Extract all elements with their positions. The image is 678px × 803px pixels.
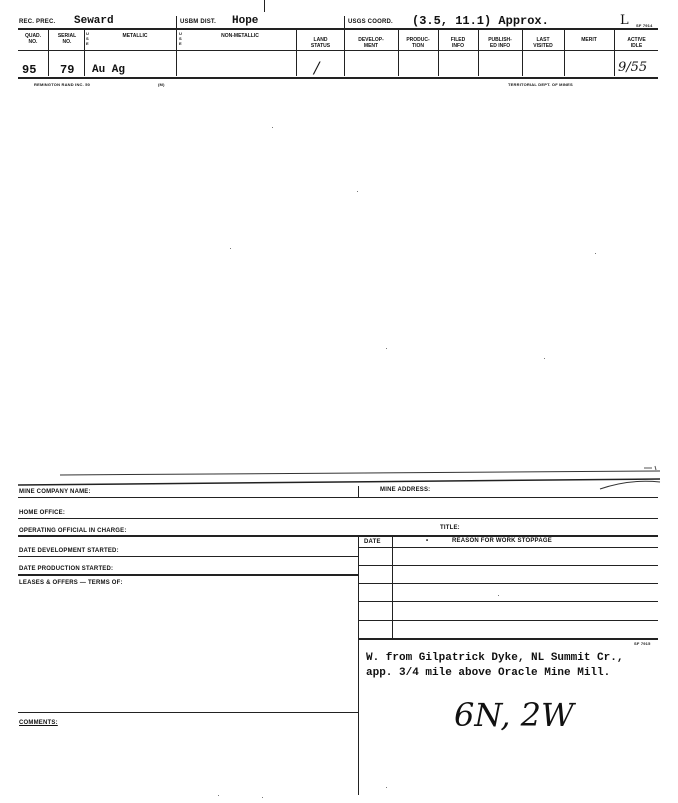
speck — [544, 358, 545, 359]
mine-address-label: MINE ADDRESS: — [380, 487, 431, 493]
col-us-metallic: U S E — [86, 31, 89, 46]
serial-value: 79 — [60, 63, 75, 77]
rec-prec-label: REC. PREC. — [19, 19, 56, 25]
usbm-dist-value: Hope — [232, 15, 259, 27]
divider — [176, 16, 177, 76]
speck — [230, 248, 231, 249]
speck — [272, 127, 273, 128]
speck — [357, 191, 358, 192]
stoppage-table-divider — [392, 535, 393, 639]
col-filed-info: FILED INFO — [450, 37, 466, 49]
rule — [18, 556, 358, 557]
date-col-label: DATE — [364, 539, 381, 545]
handwritten-notation: 6N, 2W — [454, 696, 574, 734]
rule — [358, 583, 658, 584]
rule — [358, 620, 658, 621]
col-land-status: LAND STATUS — [310, 37, 331, 49]
divider — [48, 30, 49, 76]
card-top-edge — [0, 452, 678, 492]
rule — [358, 547, 658, 548]
col-metallic: METALLIC — [122, 33, 148, 39]
col-nonmetallic: NON-METALLIC — [221, 33, 259, 39]
rec-prec-value: Seward — [74, 15, 114, 27]
location-line2: app. 3/4 mile above Oracle Mine Mill. — [366, 667, 611, 679]
location-line1: W. from Gilpatrick Dyke, NL Summit Cr., — [366, 652, 624, 664]
speck — [262, 797, 263, 798]
quad-value: 95 — [22, 63, 37, 77]
column-header-rule — [18, 50, 658, 51]
title-label: TITLE: — [440, 525, 460, 531]
form-code-bottom: SF 7915 — [634, 641, 651, 646]
speck — [498, 595, 499, 596]
col-merit: MERIT — [581, 37, 597, 43]
rule — [18, 518, 658, 519]
form-code-top: SF 7914 — [636, 23, 653, 28]
col-last-visited: LAST VISITED — [533, 37, 553, 49]
speck — [386, 787, 387, 788]
corner-mark: L — [620, 13, 629, 28]
comments-label: COMMENTS: — [19, 720, 58, 726]
col-quad: QUAD. NO. — [24, 33, 42, 45]
divider — [84, 30, 85, 76]
divider — [358, 639, 359, 795]
reason-label: REASON FOR WORK STOPPAGE — [452, 538, 552, 544]
speck — [595, 253, 596, 254]
date-prod-label: DATE PRODUCTION STARTED: — [19, 566, 114, 572]
usgs-coord-value: (3.5, 11.1) Approx. — [412, 14, 549, 28]
speck — [386, 348, 387, 349]
usbm-dist-label: USBM DIST. — [180, 19, 217, 25]
data-row-rule — [18, 77, 658, 79]
home-office-label: HOME OFFICE: — [19, 510, 66, 516]
usgs-coord-label: USGS COORD. — [348, 19, 393, 25]
stoppage-table-border — [358, 535, 359, 639]
mine-company-label: MINE COMPANY NAME: — [19, 489, 91, 495]
dept-note: TERRITORIAL DEPT. OF MINES — [508, 82, 573, 87]
rule — [358, 565, 658, 566]
active-idle-value: 9/55 — [618, 60, 648, 75]
rule — [18, 535, 658, 537]
land-status-value: / — [314, 58, 320, 77]
col-production: PRODUC- TION — [406, 37, 430, 49]
col-published-info: PUBLISH- ED INFO — [488, 37, 512, 49]
col-us-nonmetallic: U S E — [179, 31, 182, 46]
printer-note: REMINGTON RAND INC. 50 — [34, 82, 91, 87]
leases-label: LEASES & OFFERS — TERMS OF: — [19, 580, 123, 586]
col-serial: SERIAL NO. — [57, 33, 77, 45]
rule — [18, 497, 658, 498]
metallic-value: Au Ag — [92, 64, 126, 76]
rule — [358, 601, 658, 602]
operating-official-label: OPERATING OFFICIAL IN CHARGE: — [19, 528, 127, 534]
bullet-dot: • — [426, 538, 429, 544]
date-dev-label: DATE DEVELOPMENT STARTED: — [19, 548, 119, 554]
rule — [18, 712, 358, 713]
header-rule — [18, 28, 658, 30]
rule — [358, 638, 658, 640]
rule — [18, 574, 358, 576]
col-active-idle: ACTIVE IDLE — [627, 37, 646, 49]
printer-code: (M) — [158, 82, 165, 87]
speck — [218, 795, 219, 796]
card-edge-mark — [264, 0, 265, 12]
col-development: DEVELOP- MENT — [358, 37, 384, 49]
